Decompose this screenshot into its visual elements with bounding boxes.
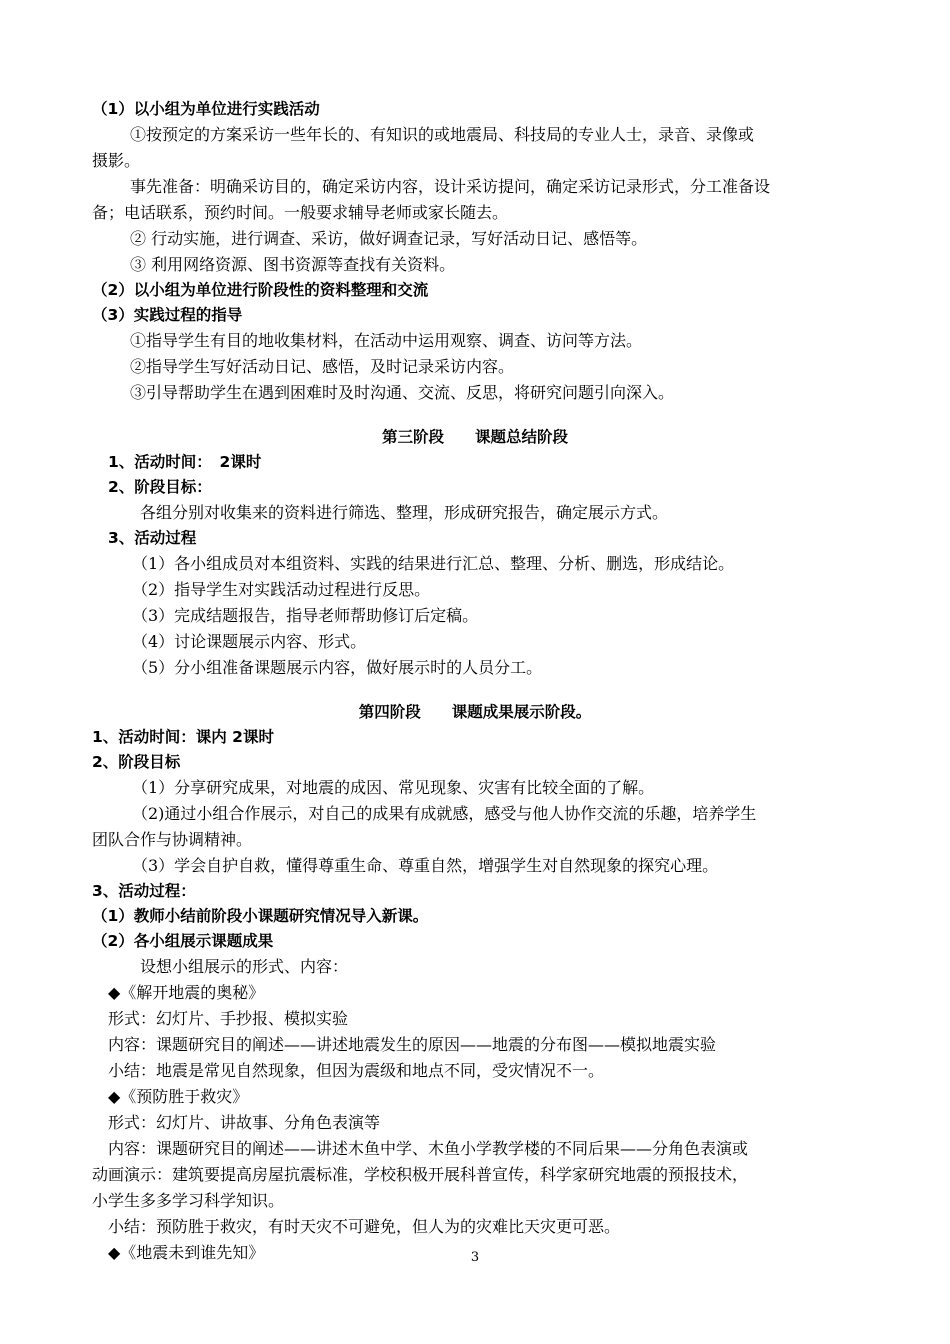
text-line: 备；电话联系，预约时间。一般要求辅导老师或家长随去。 — [92, 203, 509, 222]
text-line: 小学生多多学习科学知识。 — [92, 1191, 285, 1210]
bold-heading-line: 1、活动时间： 2课时 — [108, 453, 262, 471]
text-line: 小结：预防胜于救灾，有时天灾不可避免，但人为的灾难比天灾更可恶。 — [108, 1217, 621, 1236]
text-line: ◆《预防胜于救灾》 — [108, 1087, 249, 1106]
text-line: （3）完成结题报告，指导老师帮助修订后定稿。 — [132, 606, 479, 625]
text-line: 小结：地震是常见自然现象，但因为震级和地点不同，受灾情况不一。 — [108, 1061, 605, 1080]
text-line: 设想小组展示的形式、内容： — [140, 957, 349, 976]
bold-heading-line: 2、阶段目标： — [108, 478, 212, 496]
text-line: 摄影。 — [92, 151, 141, 170]
bold-heading-line: （1）以小组为单位进行实践活动 — [92, 100, 320, 118]
bold-heading-line: （1）教师小结前阶段小课题研究情况导入新课。 — [92, 907, 429, 925]
text-line: （2)通过小组合作展示，对自己的成果有成就感，感受与他人协作交流的乐趣，培养学生 — [132, 804, 757, 823]
bold-heading-line: （2）各小组展示课题成果 — [92, 932, 274, 950]
bold-heading-line: 3、活动过程 — [108, 529, 197, 547]
text-line: ①按预定的方案采访一些年长的、有知识的或地震局、科技局的专业人士，录音、录像或 — [130, 125, 755, 144]
bold-heading-line: 3、活动过程： — [92, 882, 196, 900]
text-line: ②指导学生写好活动日记、感悟，及时记录采访内容。 — [130, 357, 515, 376]
text-line: （5）分小组准备课题展示内容，做好展示时的人员分工。 — [132, 658, 543, 677]
bold-heading-line: 1、活动时间：课内 2课时 — [92, 728, 274, 746]
text-line: 内容：课题研究目的阐述——讲述木鱼中学、木鱼小学教学楼的不同后果——分角色表演或 — [108, 1139, 749, 1158]
text-line: ③引导帮助学生在遇到困难时及时沟通、交流、反思，将研究问题引向深入。 — [130, 383, 675, 402]
text-line: （1）分享研究成果，对地震的成因、常见现象、灾害有比较全面的了解。 — [132, 778, 655, 797]
bold-heading-line: （2）以小组为单位进行阶段性的资料整理和交流 — [92, 281, 429, 299]
text-line: ◆《解开地震的奥秘》 — [108, 983, 265, 1002]
page-number: 3 — [470, 1250, 480, 1265]
bold-heading-line: （3）实践过程的指导 — [92, 306, 243, 324]
text-line: ③ 利用网络资源、图书资源等查找有关资料。 — [130, 255, 456, 274]
text-line: ①指导学生有目的地收集材料，在活动中运用观察、调查、访问等方法。 — [130, 331, 643, 350]
text-line: （3）学会自护自救，懂得尊重生命、尊重自然，增强学生对自然现象的探究心理。 — [132, 856, 719, 875]
text-line: （1）各小组成员对本组资料、实践的结果进行汇总、整理、分析、删选，形成结论。 — [132, 554, 735, 573]
text-line: 各组分别对收集来的资料进行筛选、整理，形成研究报告，确定展示方式。 — [140, 503, 669, 522]
text-line: 动画演示：建筑要提高房屋抗震标准，学校积极开展科普宣传，科学家研究地震的预报技术， — [92, 1165, 749, 1184]
text-line: 团队合作与协调精神。 — [92, 830, 253, 849]
text-line: （4）讨论课题展示内容、形式。 — [132, 632, 367, 651]
section-heading: 第三阶段 课题总结阶段 — [381, 428, 568, 446]
text-line: （2）指导学生对实践活动过程进行反思。 — [132, 580, 431, 599]
text-line: 事先准备：明确采访目的，确定采访内容，设计采访提问，确定采访记录形式，分工准备设 — [130, 177, 771, 196]
section-heading: 第四阶段 课题成果展示阶段。 — [358, 703, 592, 721]
text-line: 内容：课题研究目的阐述——讲述地震发生的原因——地震的分布图——模拟地震实验 — [108, 1035, 717, 1054]
text-line: ◆《地震未到谁先知》 — [108, 1243, 265, 1262]
bold-heading-line: 2、阶段目标 — [92, 753, 181, 771]
text-line: ② 行动实施，进行调查、采访，做好调查记录，写好活动日记、感悟等。 — [130, 229, 648, 248]
text-line: 形式：幻灯片、讲故事、分角色表演等 — [108, 1113, 381, 1132]
text-line: 形式：幻灯片、手抄报、模拟实验 — [108, 1009, 349, 1028]
